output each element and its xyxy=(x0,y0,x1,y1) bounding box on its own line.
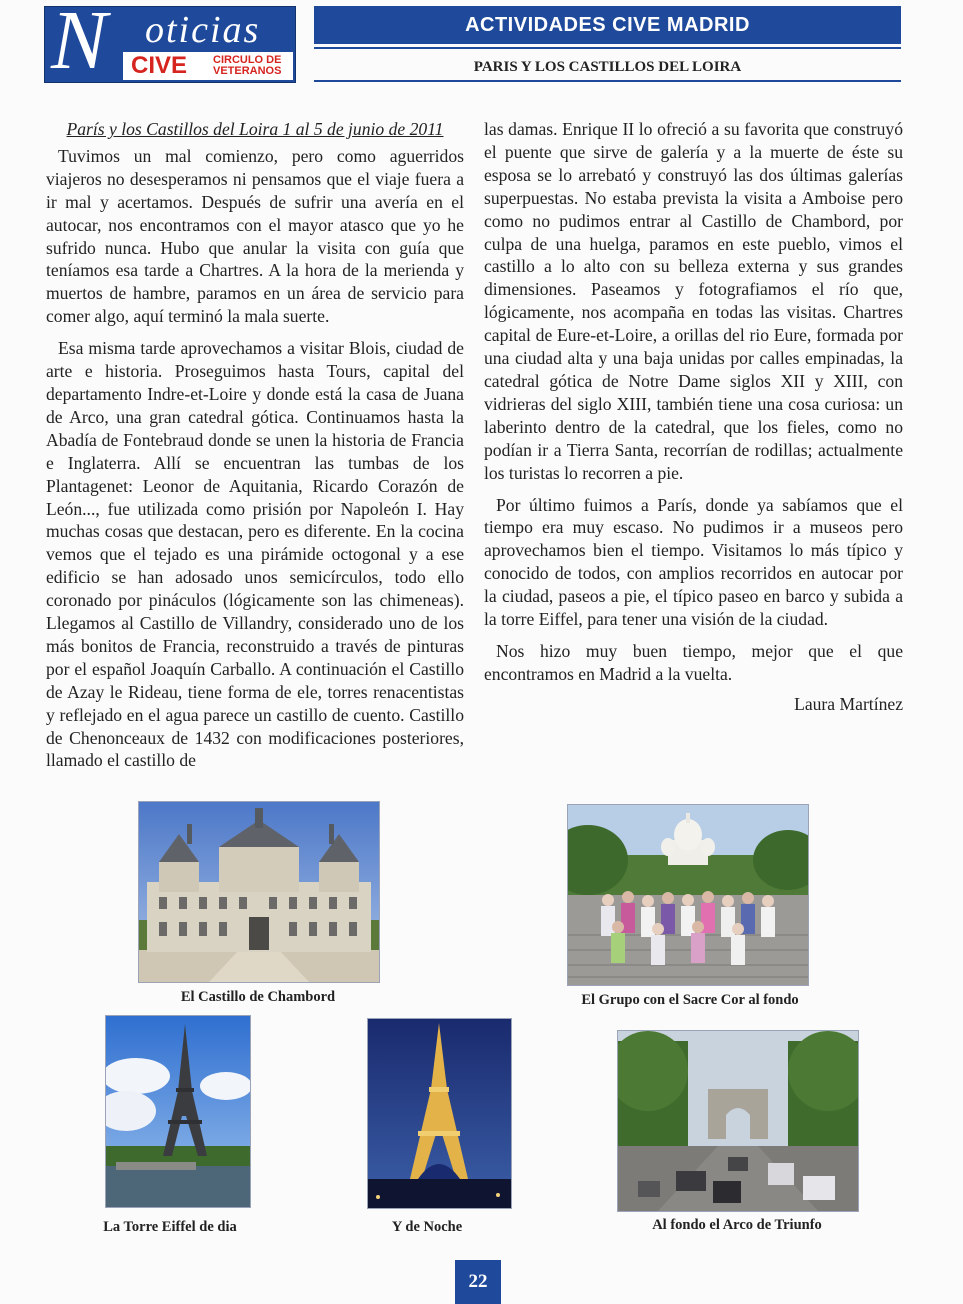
sacre-coeur-photo xyxy=(567,804,809,986)
section-subtitle: PARIS Y LOS CASTILLOS DEL LOIRA xyxy=(314,52,901,82)
article-column-right xyxy=(484,118,903,716)
eiffel-night-caption: Y de Noche xyxy=(391,1219,463,1235)
paragraph: Por último fuimos a París, donde ya sabíamos que el tiempo era muy escaso. No pudimos ir a museos pero aprovechamos bien el tiempo. Visitamos lo más típico y conocido de todos, con amplios recorridos en autocar por la ciudad, paseos a pie, el típico paseo en barco y subida a la torre Eiffel, para tener una visión de la ciudad. xyxy=(484,494,903,630)
eiffel-night-photo xyxy=(367,1018,512,1209)
paragraph: Nos hizo muy buen tiempo, mejor que el que encontramos en Madrid a la vuelta. xyxy=(484,640,903,684)
chambord-photo xyxy=(138,801,380,983)
article-title: París y los Castillos del Loira 1 al 5 de junio de 2011 xyxy=(66,119,444,139)
chambord-caption: El Castillo de Chambord xyxy=(180,989,336,1005)
sacre-coeur-caption: El Grupo con el Sacre Cor al fondo xyxy=(581,992,799,1008)
article-column-left xyxy=(46,118,464,781)
article-author: Laura Martínez xyxy=(794,693,903,714)
logo-circulo-line2: VETERANOS xyxy=(213,65,282,77)
arc-de-triomphe-photo xyxy=(617,1030,859,1212)
eiffel-day-photo xyxy=(105,1015,251,1208)
logo-circulo xyxy=(213,55,281,77)
logo-initial: N xyxy=(51,0,108,87)
page-number: 22 xyxy=(455,1260,501,1304)
paragraph: Tuvimos un mal comienzo, pero como aguerridos viajeros no desesperamos ni pensamos que el viaje fuera a ir mal y acertamos. Después de sufrir una avería en el autocar, nos encontramos con el mayor atasco que yo he sufrido nunca. Hubo que anular la visita con guía que teníamos esa tarde a Chartres. A la hora de la merienda y muertos de hambre, paramos en un área de servicio para comer algo, aquí terminó la mala suerte. xyxy=(46,145,464,327)
logo-cive: CIVE xyxy=(131,52,188,79)
eiffel-day-caption: La Torre Eiffel de dia xyxy=(103,1219,237,1235)
paragraph: Esa misma tarde aprovechamos a visitar Blois, ciudad de arte e historia. Proseguimos hasta Tours, capital del departamento Indre-et-Loire y donde está la casa de Juana de Arco, una gran catedral gótica. Continuamos hasta la Abadía de Fontebraud donde se unen la historia de Francia e Inglaterra. Allí se encuentran las tumbas de los Plantagenet: Leonor de Aquitania, Ricardo Corazón de León..., fue utilizada como prisión por Napoleón I. Hay muchas cosas que destacan, pero es diferente. En la cocina vemos que el tejado es una pirámide octogonal y a ese edificio se han adosado unos semicírculos, todo ello coronado por pináculos (lógicamente son las chimeneas). Llegamos al Castillo de Villandry, considerado uno de los más bonitos de Francia, reconstruido a través de pinturas por el español Joaquín Carballo. A continuación el Castillo de Azay le Rideau, tiene forma de ele, torres renacentistas y reflejado en el agua parece un castillo de cuento. Castillo de Chenonceaux de 1432 con modificaciones posteriores, llamado el castillo de xyxy=(46,338,464,771)
logo-word: oticias xyxy=(145,9,261,51)
section-banner: ACTIVIDADES CIVE MADRID xyxy=(314,6,901,44)
logo-circulo-line1: CIRCULO DE xyxy=(213,54,282,66)
arc-de-triomphe-caption: Al fondo el Arco de Triunfo xyxy=(652,1217,822,1233)
paragraph: las damas. Enrique II lo ofreció a su favorita que construyó el puente que sirve de galería y a la muerte de éste su esposa se lo arrebató y construyó las dos últimas galerías superpuestas. No estaba prevista la visita a Amboise pero como no pudimos entrar al Castillo de Chambord, por culpa de una huelga, paramos en este pueblo, vimos el castillo a lo alto con su belleza externa y sus grandes dimensiones. Paseamos y fotografiamos el río que, lógicamente, nos acompaña en todas las visitas. Chartres capital de Eure-et-Loire, a orillas del rio Eure, formada por una ciudad alta y una baja unidas por calles empinadas, la catedral gótica de Notre Dame siglos XII y XIII, con vidrieras del siglo XIII, también tiene una cosa curiosa: un laberinto dentro de la catedral, que los fieles, como no podían ir a Tierra Santa, recorrían de rodillas; actualmente los turistas lo recorren a pie. xyxy=(484,119,903,483)
header-divider xyxy=(314,47,901,49)
newsletter-logo xyxy=(44,0,296,87)
